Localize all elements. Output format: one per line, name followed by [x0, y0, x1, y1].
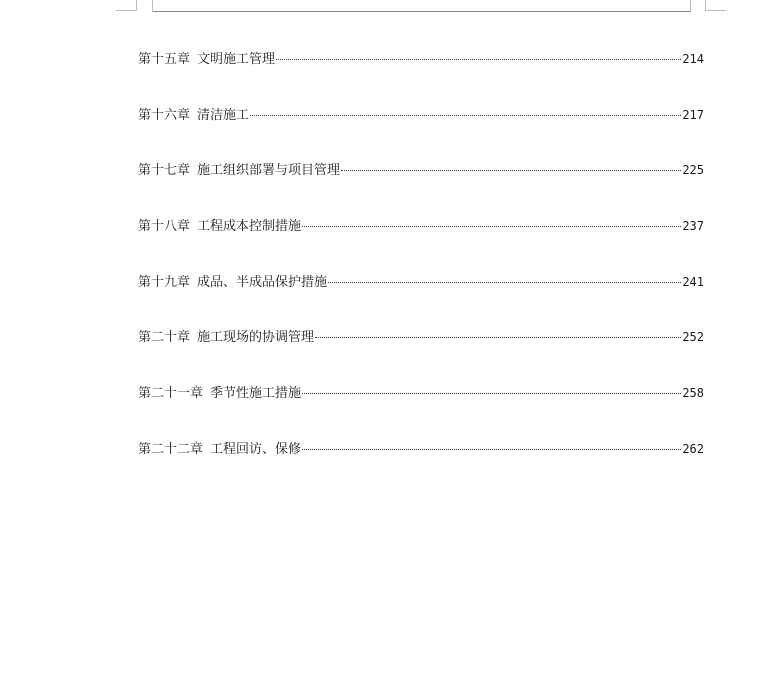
- toc-page-number: 217: [682, 107, 704, 122]
- toc-page-number: 252: [682, 330, 704, 345]
- toc-title: 季节性施工措施: [210, 386, 302, 402]
- toc-chapter-number: 第十六章: [138, 107, 191, 123]
- toc-title: 清洁施工: [197, 107, 250, 123]
- header-rule: [153, 11, 690, 12]
- toc-page-number: 225: [682, 163, 704, 178]
- toc-dot-leader: [302, 449, 681, 450]
- toc-entry[interactable]: [138, 215, 704, 237]
- toc-entry[interactable]: [138, 159, 704, 181]
- toc-chapter-number: 第二十二章: [138, 441, 204, 457]
- toc-page-number: 237: [682, 219, 704, 234]
- toc-entry[interactable]: [138, 438, 704, 460]
- crop-mark-top-right-inner: [690, 0, 692, 12]
- toc-page-number: 241: [682, 274, 704, 289]
- toc-dot-leader: [250, 115, 681, 116]
- toc-dot-leader: [302, 393, 681, 394]
- toc-title: 成品、半成品保护措施: [197, 274, 328, 290]
- toc-title: 工程回访、保修: [210, 441, 302, 457]
- toc-page-number: 258: [682, 386, 704, 401]
- toc-entry[interactable]: [138, 48, 704, 70]
- toc-title: 文明施工管理: [197, 52, 276, 67]
- toc-page-number: 262: [682, 441, 704, 456]
- toc-dot-leader: [341, 170, 681, 171]
- toc-page-number: 214: [682, 52, 704, 66]
- toc-chapter-number: 第十八章: [138, 219, 191, 235]
- toc-title: 施工现场的协调管理: [197, 330, 315, 346]
- toc-entry[interactable]: [138, 271, 704, 293]
- toc-title: 工程成本控制措施: [197, 219, 302, 235]
- toc-chapter-number: 第十九章: [138, 274, 191, 290]
- crop-mark-top-right: [705, 0, 726, 11]
- toc-dot-leader: [276, 59, 681, 60]
- toc-chapter-number: 第十五章: [138, 52, 191, 67]
- toc-entry[interactable]: [138, 326, 704, 348]
- toc-title: 施工组织部署与项目管理: [197, 163, 341, 179]
- toc-dot-leader: [328, 282, 681, 283]
- toc-chapter-number: 第二十章: [138, 330, 191, 346]
- crop-mark-top-left: [116, 0, 137, 11]
- toc-entry[interactable]: [138, 104, 704, 126]
- toc-dot-leader: [302, 226, 681, 227]
- table-of-contents: [138, 48, 704, 494]
- toc-chapter-number: 第二十一章: [138, 386, 204, 402]
- toc-dot-leader: [315, 337, 681, 338]
- toc-chapter-number: 第十七章: [138, 163, 191, 179]
- toc-entry[interactable]: [138, 382, 704, 404]
